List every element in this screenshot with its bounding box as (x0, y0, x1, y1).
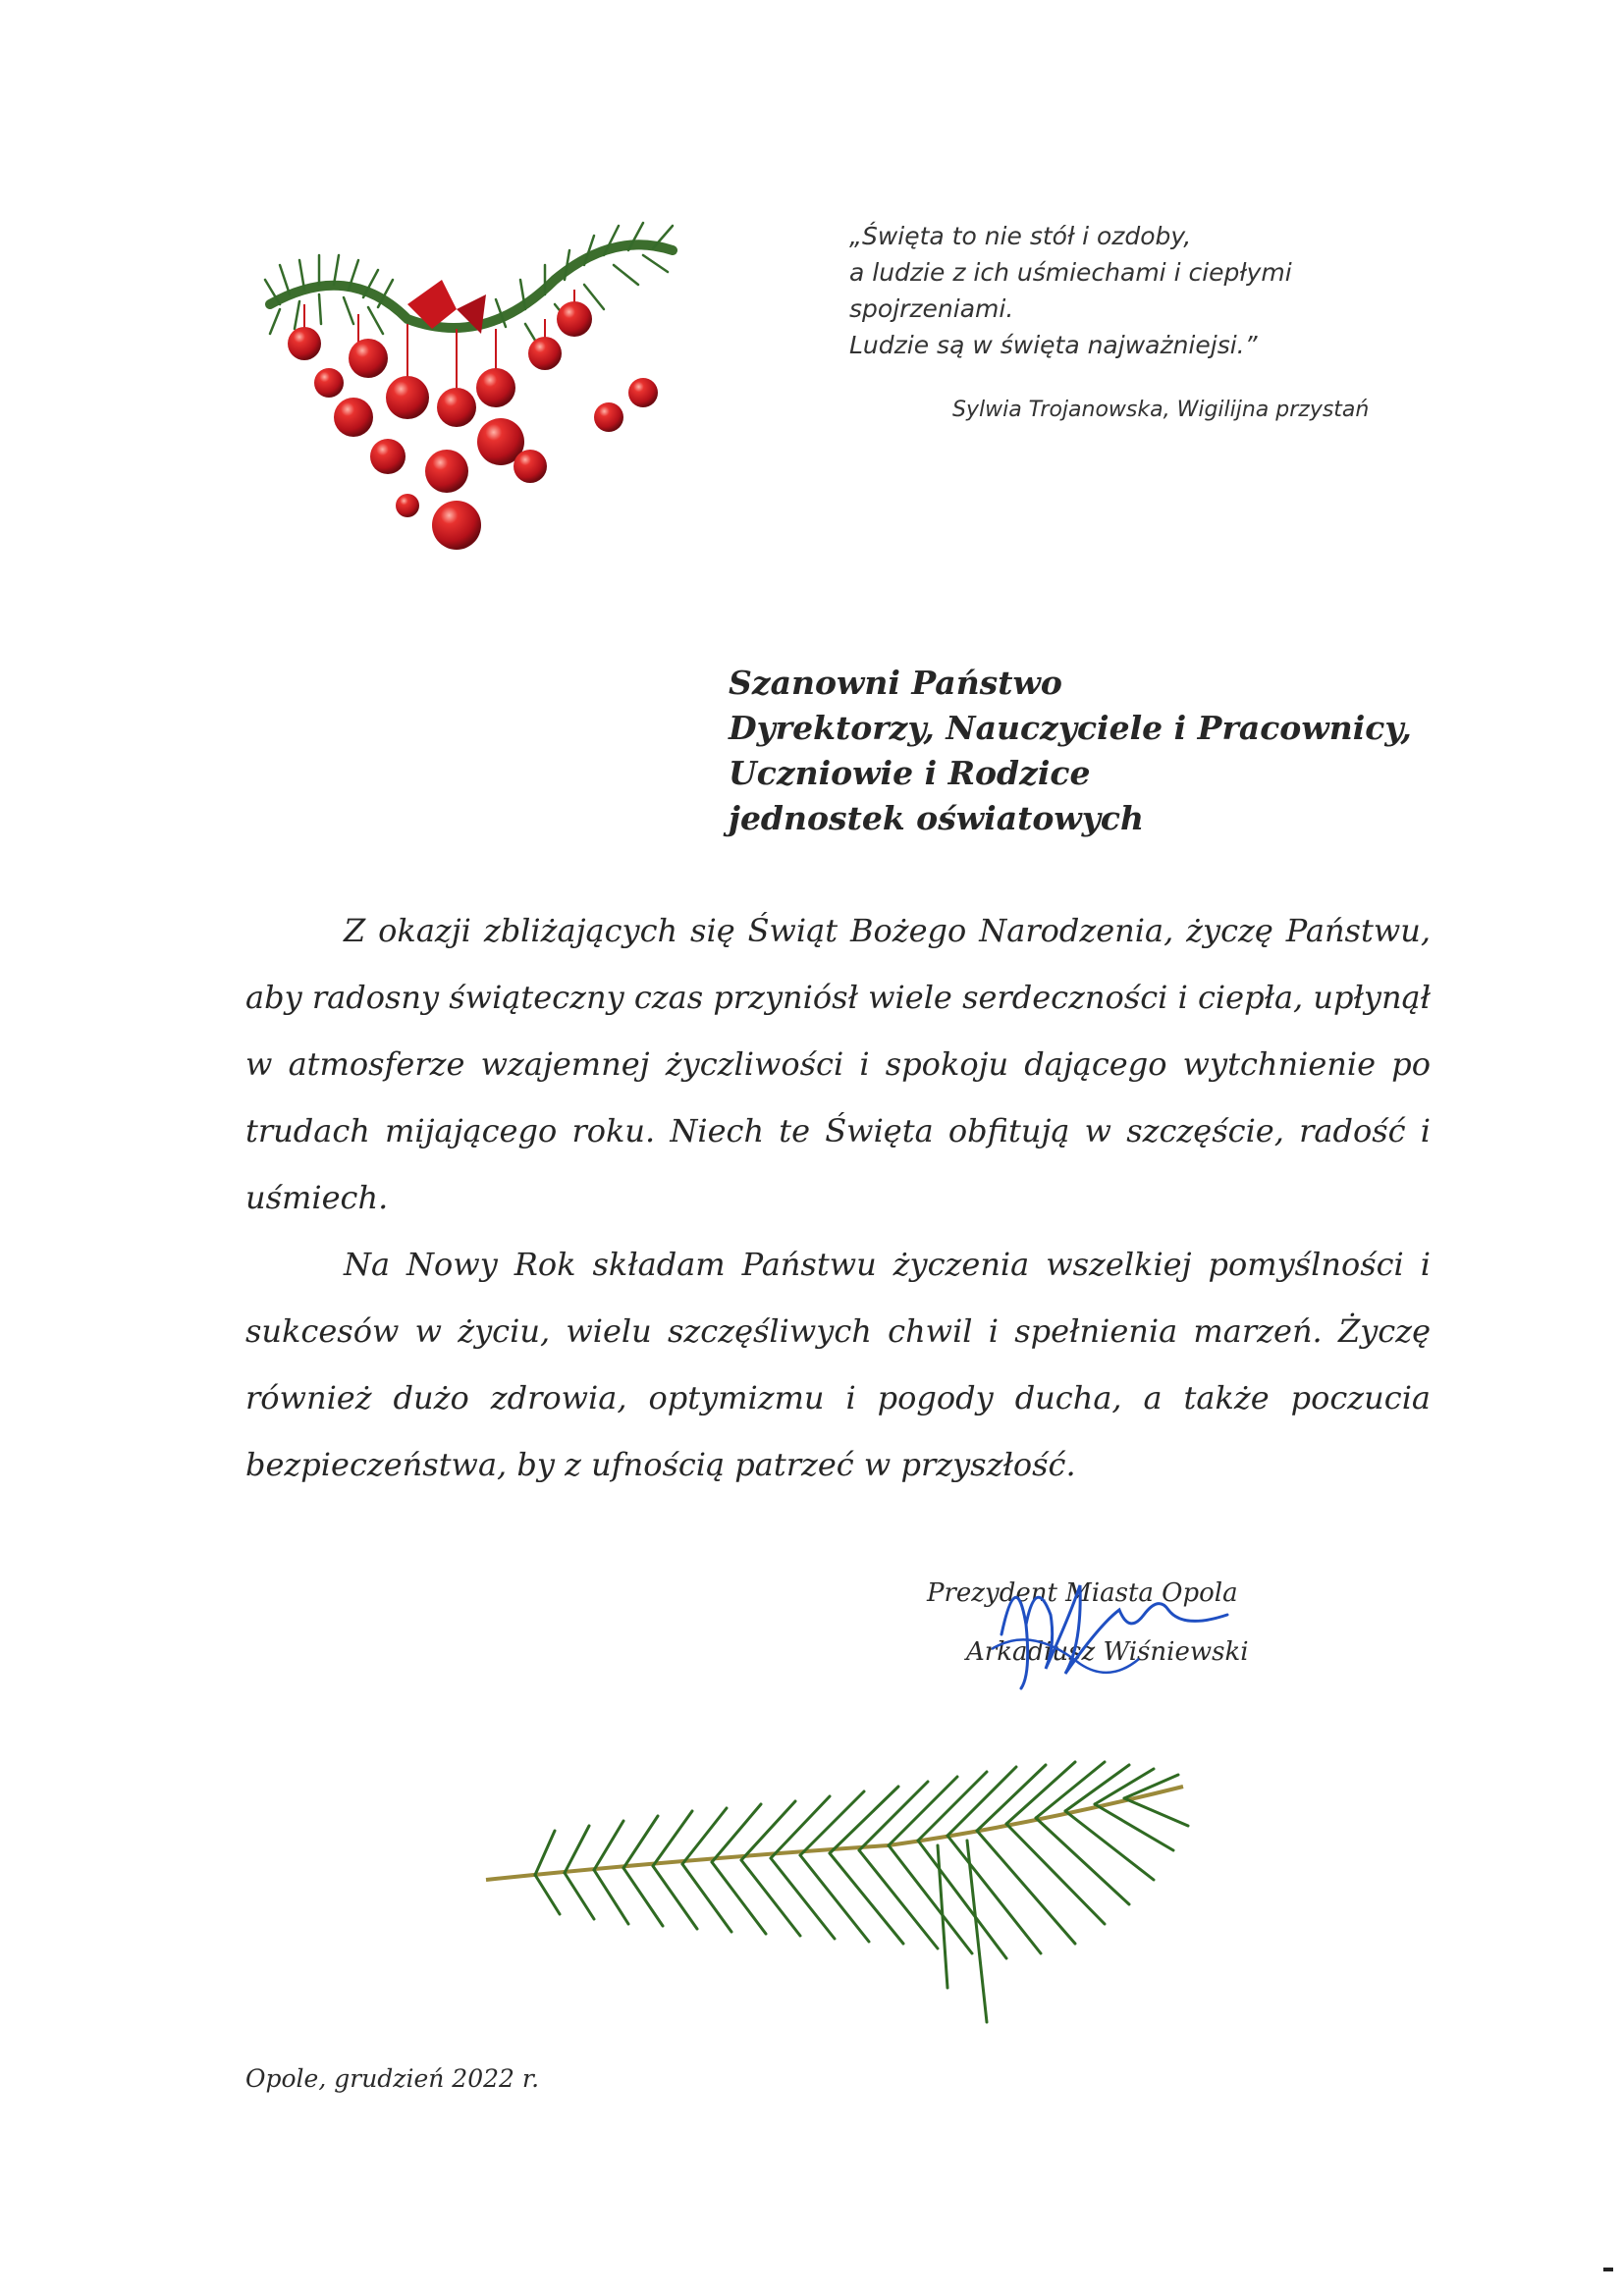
quote-line: a ludzie z ich uśmiechami i ciepłymi (849, 258, 1292, 287)
signer-name: Arkadiusz Wiśniewski (966, 1637, 1249, 1667)
salutation-line: Uczniowie i Rodzice (729, 754, 1091, 792)
quote-line: spojrzeniami. (849, 294, 1014, 323)
quote-line: „Święta to nie stół i ozdoby, (849, 222, 1192, 250)
salutation-line: Szanowni Państwo (729, 664, 1062, 702)
body-paragraph: Na Nowy Rok składam Państwu życzenia wszelkiej pomyślności i sukcesów w życiu, wielu szczęśliwych chwil i spełnienia marzeń. Życzę również dużo zdrowia, optymizmu i pogody ducha, a także poczucia bezpieczeństwa, by z ufnością patrzeć w przyszłość. (245, 1246, 1431, 1483)
christmas-garland-icon (260, 211, 692, 564)
salutation-line: jednostek oświatowych (729, 799, 1145, 837)
signer-title: Prezydent Miasta Opola (927, 1578, 1238, 1608)
place-date: Opole, grudzień 2022 r. (245, 2064, 540, 2093)
scan-mark (1603, 2268, 1613, 2271)
epigraph-quote (849, 218, 1438, 363)
salutation (729, 661, 1514, 841)
body-paragraph: Z okazji zbliżających się Świąt Bożego Narodzenia, życzę Państwu, aby radosny świąteczny czas przyniósł wiele serdeczności i ciepła, upłynął w atmosferze wzajemnej życzliwości i spokoju dającego wytchnienie po trudach mijającego roku. Niech te Święta obfitują w szczęście, radość i uśmiech. (245, 912, 1431, 1216)
handwritten-signature-icon (972, 1556, 1237, 1693)
letter-body (245, 897, 1431, 1498)
fir-branch-icon (476, 1757, 1203, 2032)
quote-author: Sylwia Trojanowska, Wigilijna przystań (952, 398, 1370, 422)
quote-line: Ludzie są w święta najważniejsi.” (849, 331, 1258, 359)
salutation-line: Dyrektorzy, Nauczyciele i Pracownicy, (729, 709, 1412, 747)
